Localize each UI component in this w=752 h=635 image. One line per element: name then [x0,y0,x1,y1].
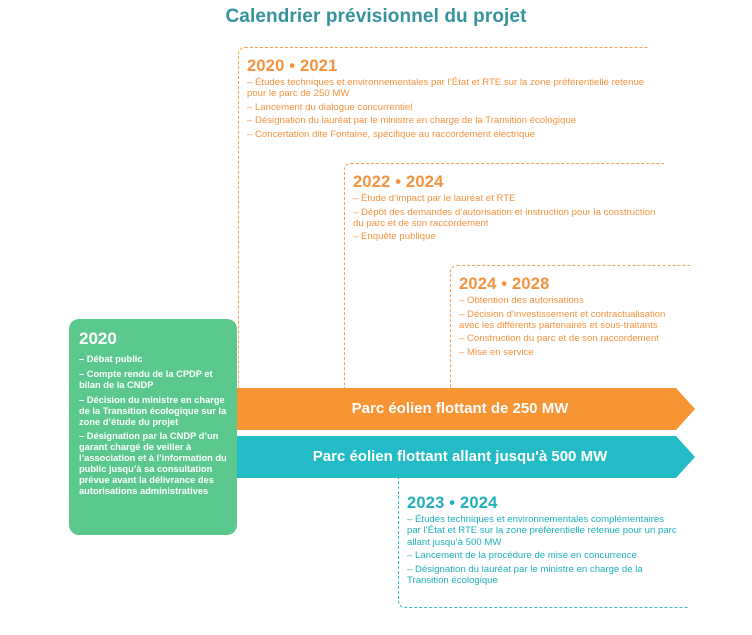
phase-2024-2028 [450,265,690,388]
list-item: – Étude d’impact par le lauréat et RTE [353,193,516,204]
list-item: – Désignation par la CNDP d’un garant chargé de veiller à l’association et à l’information du public jusqu’à sa consultation prévue avant la délivrance des autorisations administratives [79,431,227,496]
list-item: – Compte rendu de la CPDP et bilan de la CNDP [79,368,213,390]
phase-2022-2024-title: 2022 • 2024 [353,173,444,191]
phase-2020-list [79,354,227,497]
phase-2023-2024-list [407,514,677,586]
list-item: – Études techniques et environnementales par l’État et RTE sur la zone préférentielle retenue pour le parc de 250 MW [247,77,645,100]
phase-2023-2024-title: 2023 • 2024 [407,494,498,512]
phase-2024-2028-list [459,295,684,358]
phase-2020-2021-list [247,77,647,140]
list-item: – Dépôt des demandes d’autorisation et instruction pour la construction du parc et de son raccordement [353,206,656,229]
list-item: – Mise en service [459,347,534,359]
arrow-250mw-label: Parc éolien flottant de 250 MW [351,400,569,417]
list-item: – Désignation du lauréat par le ministre en charge de la Transition écologique [247,115,577,127]
list-item: – Concertation dite Fontaine, spécifique au raccordement électrique [247,129,535,141]
list-item: – Décision d’investissement et contractualisation avec les différents partenaires et sous-traitants [459,308,666,331]
phase-2023-2024 [398,478,688,608]
list-item: – Lancement du dialogue concurrentiel [247,101,413,113]
list-item: – Débat public [79,354,143,364]
phase-2024-2028-title: 2024 • 2028 [459,275,550,293]
list-item: – Désignation du lauréat par le ministre en charge de la Transition écologique [407,563,643,587]
list-item: – Construction du parc et de son raccordement [459,333,659,345]
page-title: Calendrier prévisionnel du projet [225,6,527,27]
list-item: – Enquête publique [353,231,436,243]
list-item: – Décision du ministre en charge de la Transition écologique sur la zone d’étude du projet [79,394,227,427]
arrow-500mw-label: Parc éolien flottant allant jusqu'à 500 MW [312,448,608,465]
list-item: – Études techniques et environnementales complémentaires par l’État et RTE sur la zone préférentielle retenue pour un parc allant jusqu’à 500 MW [407,514,677,548]
phase-2022-2024-list [353,193,663,243]
phase-2020-box [69,319,237,535]
list-item: – Lancement de la procédure de mise en concurrence [407,550,637,562]
list-item: – Obtention des autorisations [459,295,584,306]
phase-2020-2021-title: 2020 • 2021 [247,57,338,75]
phase-2020-title: 2020 [79,329,117,348]
